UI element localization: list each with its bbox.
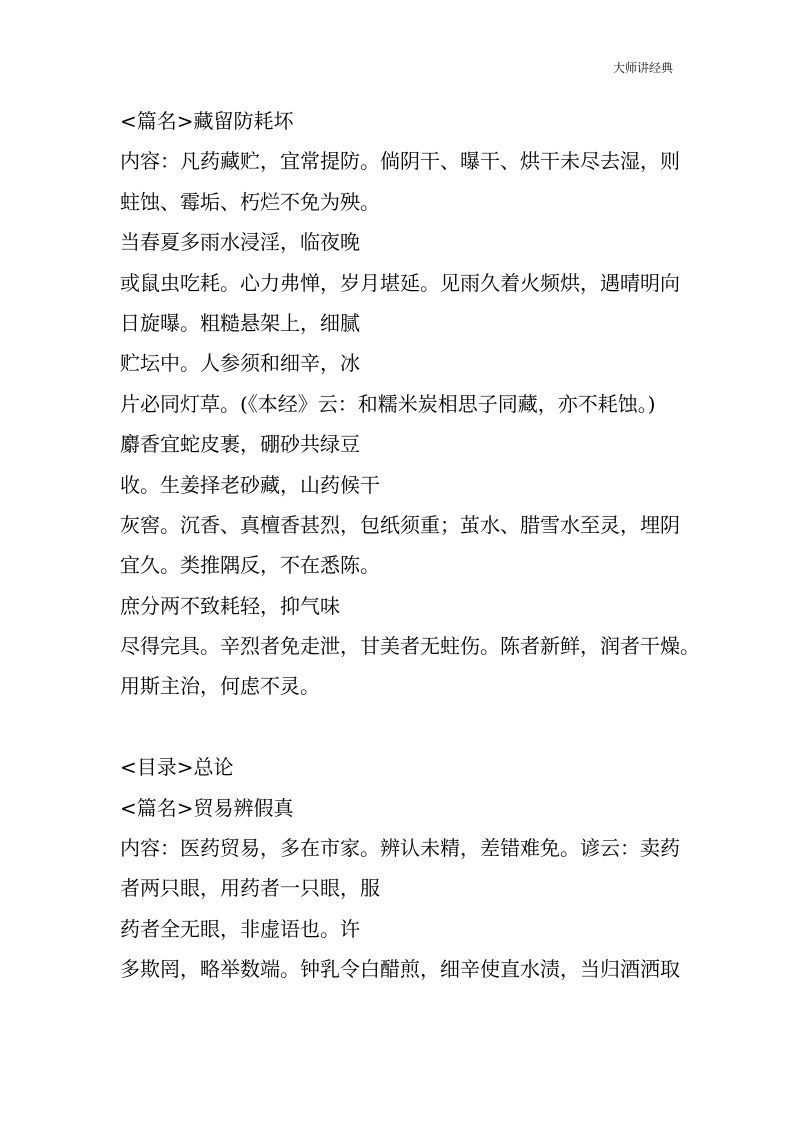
blank-line bbox=[120, 707, 690, 747]
paragraph-line: 内容：凡药藏贮，宜常提防。倘阴干、曝干、烘干未尽去湿，则 bbox=[120, 149, 680, 174]
catalog-heading-line: <目录>总论 bbox=[120, 755, 234, 780]
paragraph-line: 者两只眼，用药者一只眼，服 bbox=[120, 876, 380, 901]
section-title-line: <篇名>藏留防耗坏 bbox=[120, 109, 294, 133]
paragraph-line: 内容：医药贸易，多在市家。辨认未精，差错难免。谚云：卖药 bbox=[120, 836, 680, 861]
paragraph-line: 灰窖。沉香、真檀香甚烈，包纸须重；茧水、腊雪水至灵，埋阴 bbox=[120, 512, 680, 537]
paragraph-line: 庶分两不致耗轻，抑气味 bbox=[120, 593, 340, 618]
paragraph-line: 日旋曝。粗糙悬架上，细腻 bbox=[120, 310, 360, 335]
paragraph-line: 宜久。类推隅反，不在悉陈。 bbox=[120, 553, 380, 578]
paragraph-line: 尽得完具。辛烈者免走泄，甘美者无蛀伤。陈者新鲜，润者干燥。 bbox=[120, 634, 700, 659]
paragraph-line: 药者全无眼，非虚语也。许 bbox=[120, 916, 360, 941]
body-text bbox=[120, 101, 700, 990]
section-title-line: <篇名>贸易辨假真 bbox=[120, 795, 294, 820]
paragraph-line: 或鼠虫吃耗。心力弗惮，岁月堪延。见雨久着火频烘，遇晴明向 bbox=[120, 270, 680, 295]
paragraph-line: 用斯主治，何虑不灵。 bbox=[120, 674, 320, 699]
paragraph-line: 麝香宜蛇皮裹，硼砂共绿豆 bbox=[120, 432, 360, 457]
paragraph-line: 多欺罔，略举数端。钟乳令白醋煎，细辛使直水渍，当归酒洒取 bbox=[120, 957, 680, 982]
paragraph-line: 蛀蚀、霉垢、朽烂不免为殃。 bbox=[120, 189, 380, 214]
paragraph-line: 片必同灯草。(《本经》云：和糯米炭相思子同藏，亦不耗蚀。) bbox=[120, 391, 656, 416]
running-header: 大师讲经典 bbox=[612, 61, 673, 75]
paragraph-line: 当春夏多雨水浸淫，临夜晚 bbox=[120, 230, 360, 255]
paragraph-line: 收。生姜择老砂藏，山药候干 bbox=[120, 472, 380, 497]
paragraph-line: 贮坛中。人参须和细辛，冰 bbox=[120, 351, 360, 376]
